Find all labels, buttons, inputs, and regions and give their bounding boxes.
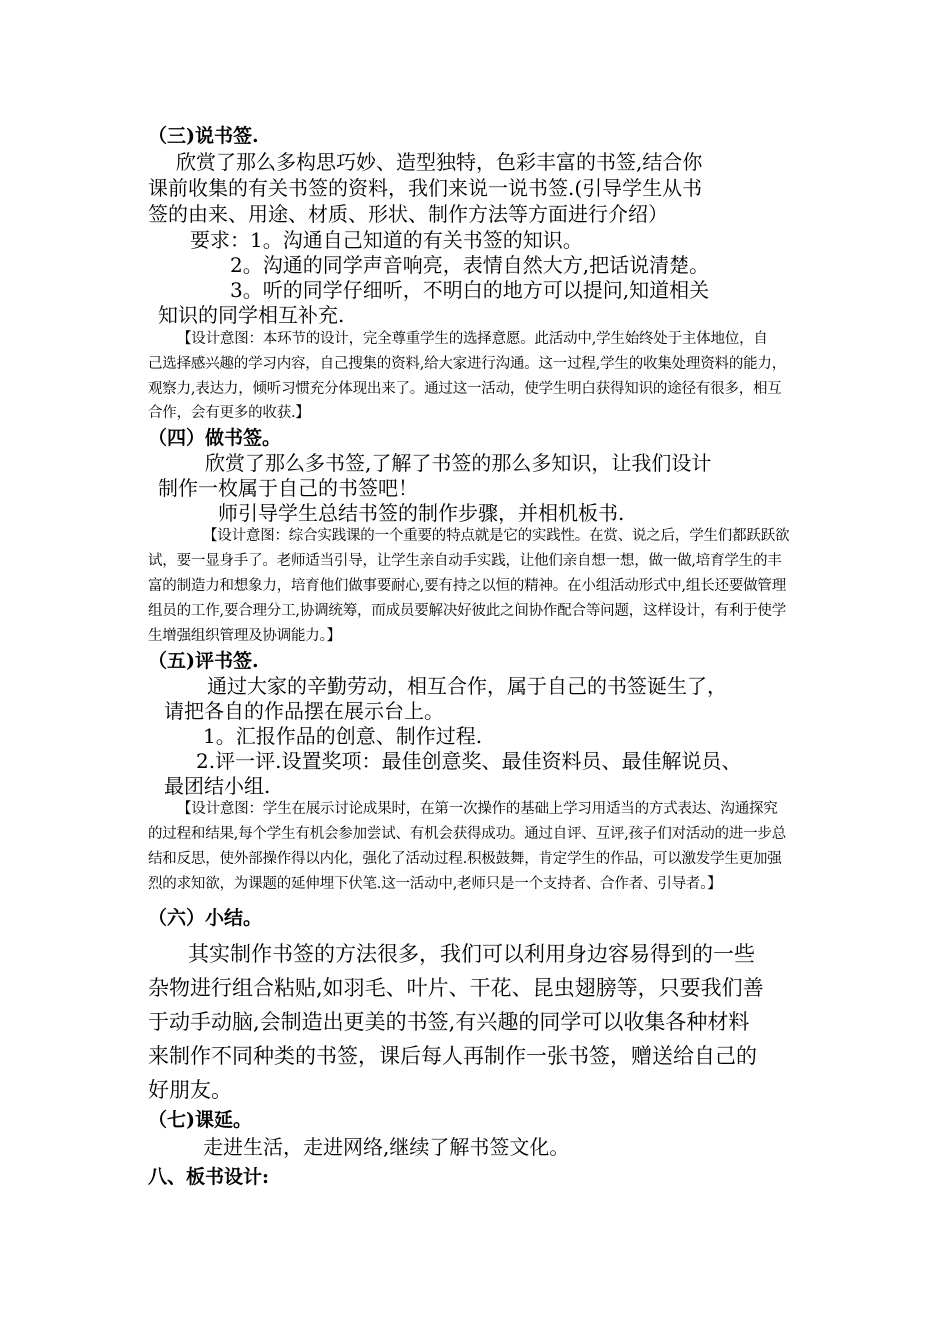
section-8-heading: 八、板书设计: [148, 1166, 270, 1188]
section-6-paragraph-line: 杂物进行组合粘贴,如羽毛、叶片、干花、昆虫翅膀等，只要我们善 [148, 976, 764, 1000]
requirement-1: 要求：1。沟通自己知道的有关书签的知识。 [190, 228, 583, 252]
section-5-paragraph-line: 请把各自的作品摆在展示台上。 [164, 699, 444, 723]
design-note-line: 结和反思，使外部操作得以内化，强化了活动过程.积极鼓舞，肯定学生的作品，可以激发学生更加强 [148, 851, 782, 867]
requirement-2: 2。沟通的同学声音响亮，表情自然大方,把话说清楚。 [230, 253, 710, 277]
design-note-line: 富的制造力和想象力，培育他们做事要耐心,要有持之以恒的精神。在小组活动形式中,组长还要做管理 [148, 578, 787, 594]
section-3-paragraph-line: 签的由来、用途、材质、形状、制作方法等方面进行介绍） [148, 202, 668, 226]
design-note-line: 【设计意图：本环节的设计，完全尊重学生的选择意愿。此活动中,学生始终处于主体地位，自 [177, 331, 768, 347]
section-6-heading: （六）小结。 [148, 907, 263, 929]
section-6-paragraph-line: 好朋友。 [148, 1078, 232, 1102]
section-5-item-1: 1。汇报作品的创意、制作过程. [203, 724, 483, 748]
design-note-line: 合作，会有更多的收获.】 [148, 405, 310, 421]
section-3-paragraph-line: 欣赏了那么多构思巧妙、造型独特，色彩丰富的书签,结合你 [176, 150, 703, 174]
design-note-line: 【设计意图：学生在展示讨论成果时，在第一次操作的基础上学习用适当的方式表达、沟通探究 [177, 801, 778, 817]
section-4-paragraph-line: 欣赏了那么多书签,了解了书签的那么多知识，让我们设计 [205, 451, 712, 475]
design-note-line: 试，要一显身手了。老师适当引导，让学生亲自动手实践，让他们亲自想一想，做一做,培育学生的丰 [148, 553, 782, 569]
section-5-item-2-continued: 最团结小组. [164, 774, 271, 798]
design-note-line: 的过程和结果,每个学生有机会参加尝试、有机会获得成功。通过自评、互评,孩子们对活动的进一步总 [148, 826, 787, 842]
design-note-line: 生增强组织管理及协调能力。】 [148, 628, 341, 644]
section-6-paragraph-line: 其实制作书签的方法很多，我们可以利用身边容易得到的一些 [188, 942, 755, 966]
design-note-line: 烈的求知欲，为课题的延伸埋下伏笔.这一活动中,老师只是一个支持者、合作者、引导者。】 [148, 876, 722, 892]
section-5-item-2: 2.评一评.设置奖项：最佳创意奖、最佳资料员、最佳解说员、 [196, 749, 742, 773]
requirement-3-continued: 知识的同学相互补充. [158, 303, 345, 327]
section-6-paragraph-line: 于动手动脑,会制造出更美的书签,有兴趣的同学可以收集各种材料 [148, 1010, 750, 1034]
section-3-paragraph-line: 课前收集的有关书签的资料，我们来说一说书签.(引导学生从书 [148, 176, 703, 200]
section-5-paragraph-line: 通过大家的辛勤劳动，相互合作，属于自己的书签诞生了， [207, 674, 727, 698]
requirement-3: 3。听的同学仔细听，不明白的地方可以提问,知道相关 [230, 278, 710, 302]
design-note-line: 己选择感兴趣的学习内容，自己搜集的资料,给大家进行沟通。这一过程,学生的收集处理资料的能力， [148, 356, 787, 372]
section-4-paragraph-line: 制作一枚属于自己的书签吧！ [158, 476, 418, 500]
section-7-paragraph: 走进生活，走进网络,继续了解书签文化。 [203, 1135, 570, 1159]
section-6-paragraph-line: 来制作不同种类的书签，课后每人再制作一张书签，赠送给自己的 [148, 1044, 757, 1068]
section-4-heading: （四）做书签。 [148, 427, 282, 449]
design-note-line: 组员的工作,要合理分工,协调统筹，而成员要解决好彼此之间协作配合等问题，这样设计，有利于使学 [148, 603, 787, 619]
section-5-heading: （五)评书签. [148, 650, 259, 672]
section-4-paragraph-2: 师引导学生总结书签的制作步骤，并相机板书. [218, 501, 625, 525]
section-7-heading: （七)课延。 [148, 1109, 252, 1131]
section-3-heading: （三)说书签. [148, 125, 259, 147]
design-note-line: 观察力,表达力，倾听习惯充分体现出来了。通过这一活动，使学生明白获得知识的途径有很多，相互 [148, 381, 782, 397]
design-note-line: 【设计意图：综合实践课的一个重要的特点就是它的实践性。在赏、说之后，学生们都跃跃欲 [203, 528, 790, 544]
